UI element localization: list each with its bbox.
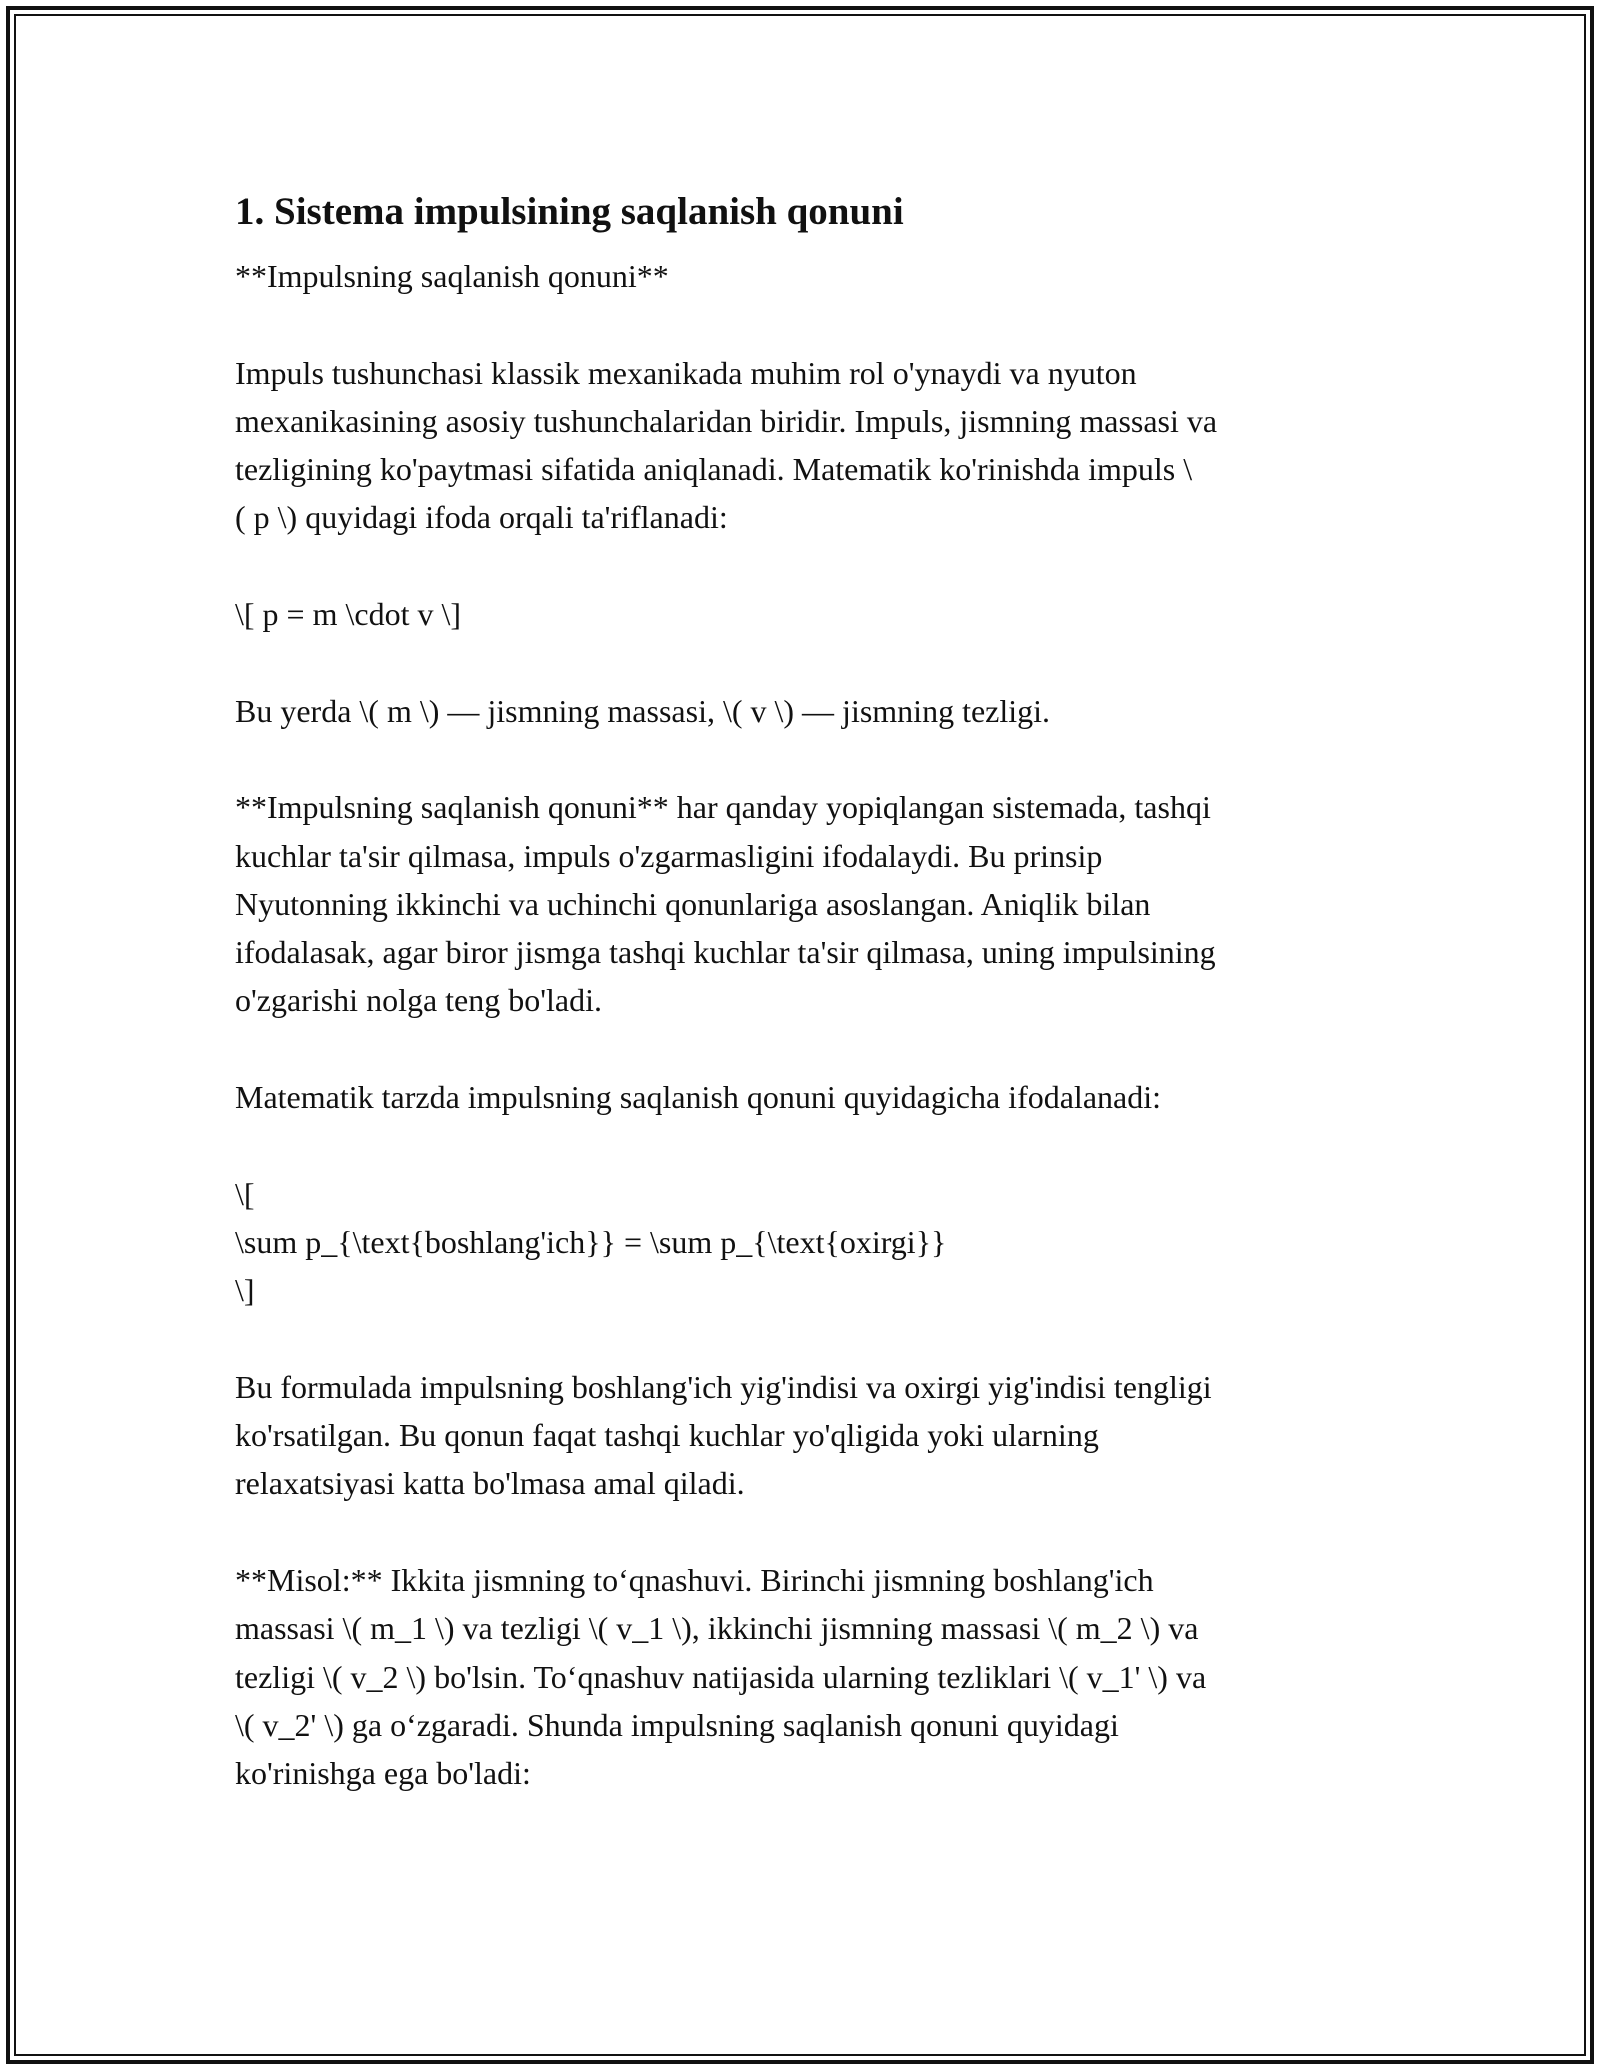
- example-paragraph: **Misol:** Ikkita jismning to‘qnashuvi. Birinchi jismning boshlang'ich massasi \( m_1 \) va tezligi \( v_1 \), ikkinchi jismning massasi \( m_2 \) va tezligi \( v_2 \) bo'lsin. To‘qnashuv natijasida ularning tezliklari \( v_1' \) va \( v_2' \) ga o‘zgaradi. Shunda impulsning saqlanish qonuni quyidagi ko'rinishga ega bo'ladi:: [235, 1562, 1207, 1792]
- sum-formula: \[ \sum p_{\text{boshlang'ich}} = \sum p_{\text{oxirgi}} \]: [235, 1175, 947, 1309]
- formula-explanation-paragraph: Bu formulada impulsning boshlang'ich yig'indisi va oxirgi yig'indisi tengligi ko'rsatilgan. Bu qonun faqat tashqi kuchlar yo'qligida yoki ularning relaxatsiyasi katta bo'lmasa amal qiladi.: [235, 1368, 1212, 1502]
- momentum-formula: \[ p = m \cdot v \]: [235, 596, 462, 633]
- subheading-paragraph: **Impulsning saqlanish qonuni**: [235, 258, 669, 294]
- conservation-law-paragraph: **Impulsning saqlanish qonuni** har qanday yopiqlangan sistemada, tashqi kuchlar ta'sir qilmasa, impuls o'zgarmasligini ifodalaydi. Bu prinsip Nyutonning ikkinchi va uchinchi qonunlariga asoslangan. Aniqlik bilan ifodalasak, agar biror jismga tashqi kuchlar ta'sir qilmasa, uning impulsining o'zgarishi nolga teng bo'ladi.: [235, 789, 1216, 1019]
- definitions-paragraph: Bu yerda \( m \) — jismning massasi, \( v \) — jismning tezligi.: [235, 692, 1051, 729]
- section-heading: 1. Sistema impulsining saqlanish qonuni: [235, 190, 904, 233]
- math-intro-paragraph: Matematik tarzda impulsning saqlanish qonuni quyidagicha ifodalanadi:: [235, 1079, 1161, 1116]
- impuls-intro-paragraph: Impuls tushunchasi klassik mexanikada muhim rol o'ynaydi va nyuton mexanikasining asosiy tushunchalaridan biridir. Impuls, jismning massasi va tezligining ko'paytmasi sifatida aniqlanadi. Matematik ko'rinishda impuls \ ( p \) quyidagi ifoda orqali ta'riflanadi:: [235, 354, 1218, 536]
- document-page: [235, 180, 1375, 1798]
